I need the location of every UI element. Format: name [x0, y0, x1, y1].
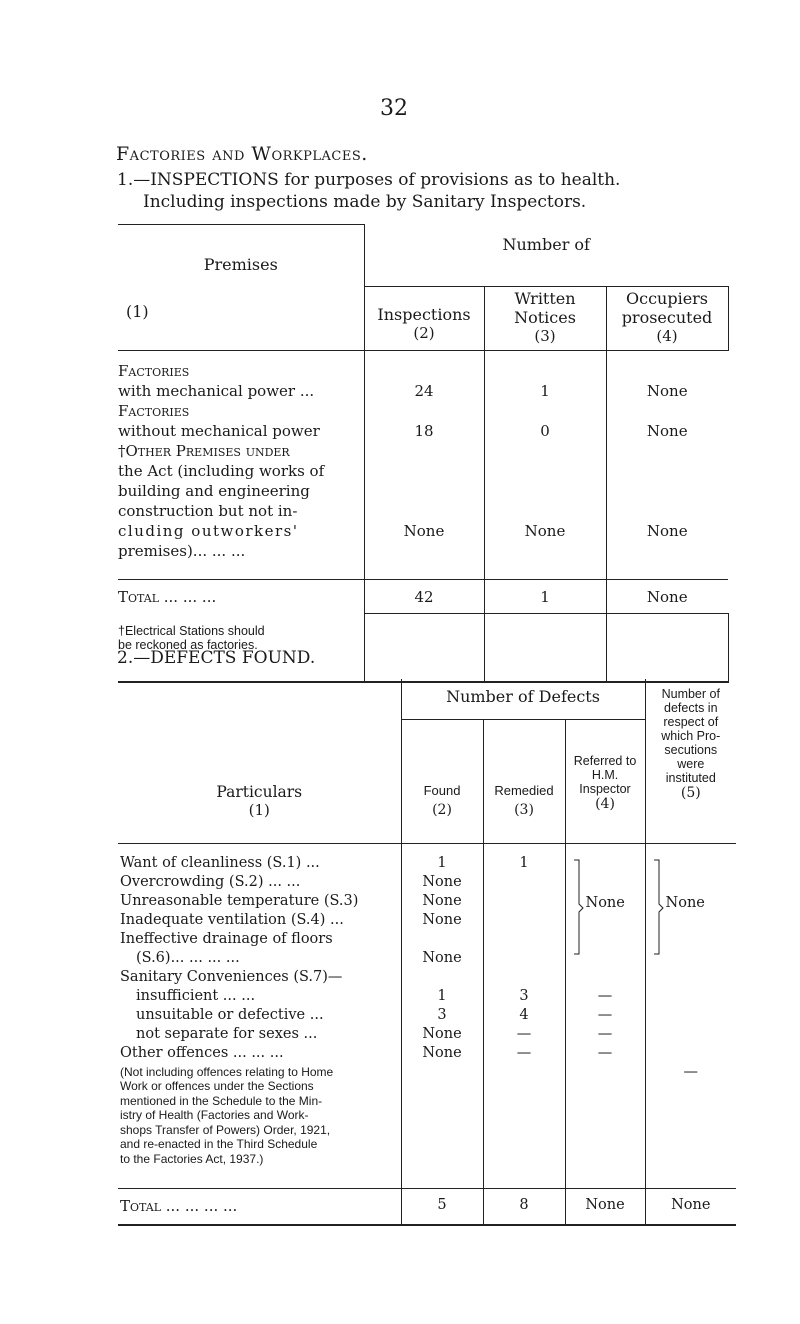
prosecutions-col: None —	[645, 843, 736, 1189]
particulars-header: Particulars (1)	[118, 679, 401, 843]
found-col: 1 None None None None 1 3 None None	[401, 843, 483, 1189]
inspections-table	[118, 224, 729, 683]
remedied-col: 1 3 4 — —	[483, 843, 565, 1189]
footnote: †Electrical Stations should be reckoned as factories.	[118, 614, 364, 682]
prosecutions-header: Number of defects in respect of which Pro- secutions were instituted (5)	[645, 679, 736, 843]
brace-prosecutions	[652, 858, 666, 958]
notices-col: 1 0 None	[484, 351, 606, 580]
referred-none: None	[585, 894, 625, 911]
referred-col: None — — — —	[565, 843, 645, 1189]
found-header: Found (2)	[401, 719, 483, 843]
inspections-col: 24 18 None	[364, 351, 484, 580]
number-of-defects-header: Number of Defects	[401, 679, 645, 719]
page-number: 32	[380, 96, 408, 121]
referred-header: Referred to H.M. Inspector (4)	[565, 719, 645, 843]
section1-heading: 1.—INSPECTIONS for purposes of provisions as to health.	[117, 170, 621, 190]
defects-total-prosecutions: None	[645, 1189, 736, 1225]
occupiers-header: Occupiers prosecuted (4)	[606, 287, 728, 351]
premises-header: Premises (1)	[118, 225, 364, 351]
page-title: Factories and Workplaces.	[116, 143, 368, 165]
defects-total-label: Total ... ... ... ...	[118, 1189, 401, 1225]
defects-total-remedied: 8	[483, 1189, 565, 1225]
defects-total-referred: None	[565, 1189, 645, 1225]
inspections-header: Inspections (2)	[364, 287, 484, 351]
occupiers-col: None None None	[646, 382, 688, 540]
brace-referred	[572, 858, 586, 958]
remedied-header: Remedied (3)	[483, 719, 565, 843]
prosecutions-none: None	[665, 894, 705, 911]
total-inspections: 42	[364, 580, 484, 614]
section1-subheading: Including inspections made by Sanitary Inspectors.	[143, 192, 587, 212]
defects-table	[118, 679, 736, 1226]
total-label: Total ... ... ...	[118, 580, 364, 614]
total-occupiers: None	[606, 580, 728, 614]
notices-header: Written Notices (3)	[484, 287, 606, 351]
number-of-header: Number of	[364, 225, 728, 287]
particulars-col: Want of cleanliness (S.1) ... Overcrowding (S.2) ... ... Unreasonable temperature (S.3) Inadequate ventilation (S.4) ... Ineffective drainage of floors (S.6)... ... ... ... Sanitary Conveniences (S.7)— insufficient ... ... unsuitable or defective ... not separate for sexes ... Other offences ... ... ... (Not including offences relating to Home Work or offences under the Sections mentioned in the Schedule to the Min- istry of Health (Factories and Work- shops Transfer of Powers) Order, 1921, and re-enacted in the Third Schedule to the Factories Act, 1937.)	[118, 843, 401, 1189]
defects-total-found: 5	[401, 1189, 483, 1225]
section2-heading: 2.—DEFECTS FOUND.	[117, 648, 316, 668]
premises-rows: Factories with mechanical power ... Factories without mechanical power †Other Premises under the Act (including works of building and engineering construction but not in- cluding outworkers' premises)... ... ...	[118, 351, 364, 580]
total-notices: 1	[484, 580, 606, 614]
